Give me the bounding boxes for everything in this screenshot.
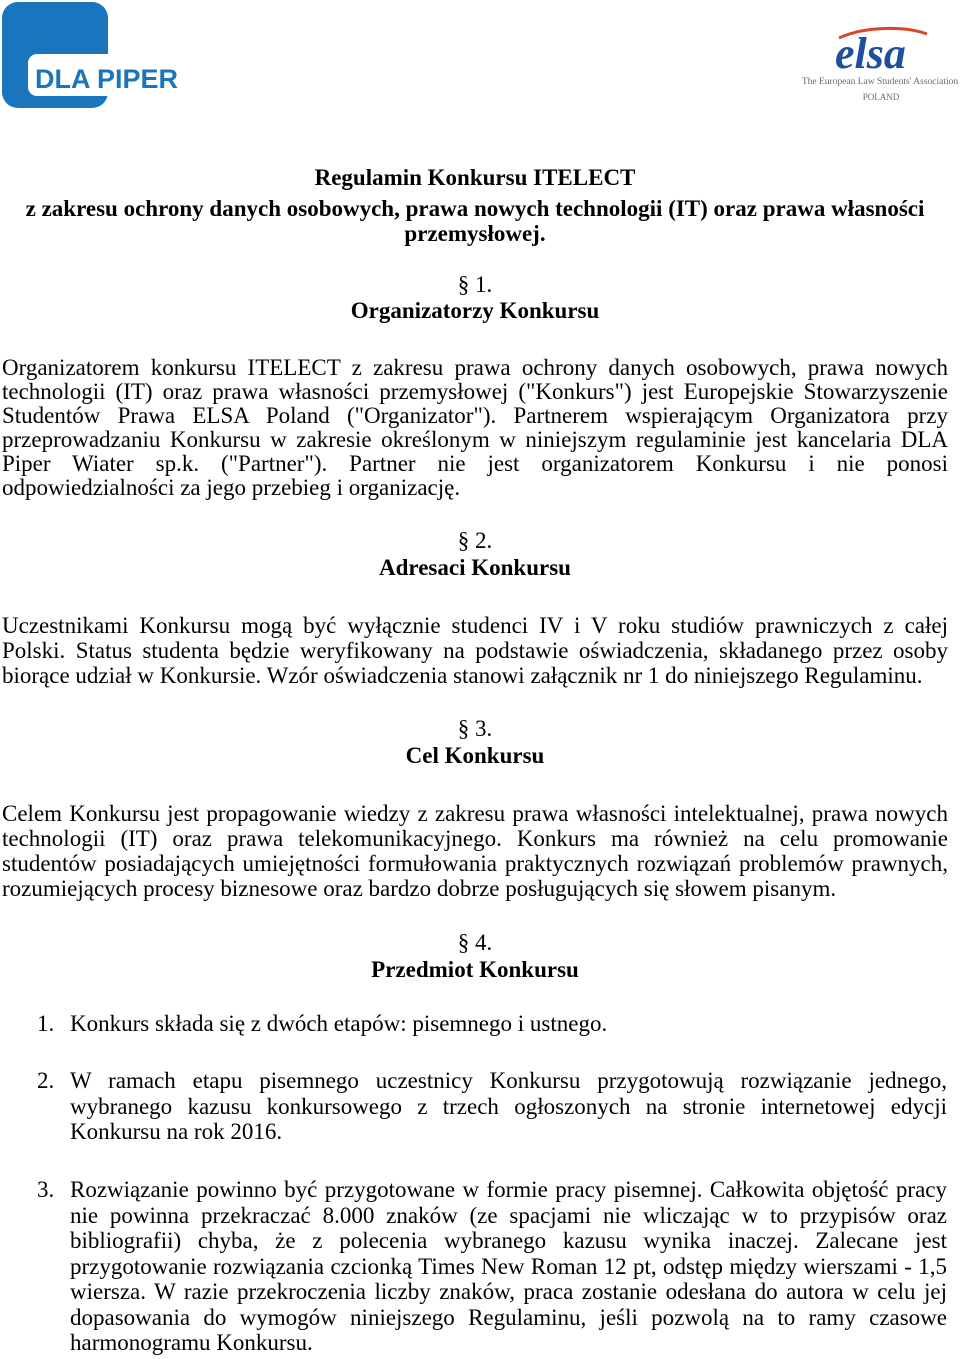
section-1-heading: Organizatorzy Konkursu	[350, 298, 600, 323]
dla-piper-logo	[0, 0, 190, 112]
elsa-tagline: The European Law Students' Association	[801, 77, 959, 87]
section-3-paragraph: Celem Konkursu jest propagowanie wiedzy z zakresu prawa własności intelektualnej, prawa nowych technologii (IT) oraz prawa telekomunikacyjnego. Konkurs ma również na celu promowanie studentów posiadających umiejętności formułowania praktycznych rozwiązań problemów prawnych, rozumiejących procesy biznesowe oraz bardzo dobrze posługujących się słowem pisanym.	[2, 801, 948, 901]
section-4-number: § 4.	[457, 930, 493, 955]
list-item-text: Rozwiązanie powinno być przygotowane w formie pracy pisemnej. Całkowita objętość pracy nie powinna przekraczać 8.000 znaków (ze spacjami nie wliczając w to przypisów oraz bibliografii) chyba, że z polecenia wybranego kazusu wynika inaczej. Zalecane jest przygotowanie rozwiązania czcionką Times New Roman 12 pt, odstęp między wierszami - 1,5 wiersza. W razie przekroczenia liczby znaków, praca zostanie odesłana do autora w celu jej dopasowania do wymogów niniejszego Regulaminu, jeśli pozwolą na to ramy czasowe harmonogramu Konkursu.	[70, 1177, 947, 1355]
section-1-number: § 1.	[457, 272, 493, 297]
section-2-number: § 2.	[457, 528, 493, 553]
elsa-wordmark: elsa	[835, 29, 906, 78]
section-3-heading: Cel Konkursu	[405, 743, 545, 768]
dla-piper-wordmark: DLA PIPER	[35, 64, 179, 94]
elsa-country: POLAND	[862, 92, 900, 102]
document-subtitle: z zakresu ochrony danych osobowych, prawa nowych technologii (IT) oraz prawa własności przemysłowej.	[25, 196, 925, 246]
section-4-heading: Przedmiot Konkursu	[371, 957, 579, 982]
list-item-number: 1.	[37, 1011, 55, 1036]
section-2-heading: Adresaci Konkursu	[379, 555, 571, 580]
list-item-text: Konkurs składa się z dwóch etapów: pisemnego i ustnego.	[70, 1011, 608, 1036]
list-item-number: 3.	[37, 1177, 55, 1202]
section-1-paragraph: Organizatorem konkursu ITELECT z zakresu prawa ochrony danych osobowych, prawa nowych technologii (IT) oraz prawa własności przemysłowej ("Konkurs") jest Europejskie Stowarzyszenie Studentów Prawa ELSA Poland ("Organizator"). Partnerem wspierającym Organizatora przy przeprowadzaniu Konkursu w zakresie określonym w niniejszym regulaminie jest kancelaria DLA Piper Wiater sp.k. ("Partner"). Partner nie jest organizatorem Konkursu i nie ponosi odpowiedzialności za jego przebieg i organizację.	[2, 355, 948, 500]
section-2-paragraph: Uczestnikami Konkursu mogą być wyłącznie studenci IV i V roku studiów prawniczych z całej Polski. Status studenta będzie weryfikowany na podstawie oświadczenia, składanego przez osoby biorące udział w Konkursie. Wzór oświadczenia stanowi załącznik nr 1 do niniejszego Regulaminu.	[2, 613, 948, 688]
section-3-number: § 3.	[457, 716, 493, 741]
list-item-number: 2.	[37, 1068, 55, 1093]
document-title: Regulamin Konkursu ITELECT	[314, 165, 636, 190]
elsa-logo	[795, 24, 960, 110]
list-item-text: W ramach etapu pisemnego uczestnicy Konkursu przygotowują rozwiązanie jednego, wybranego kazusu konkursowego z trzech ogłoszonych na stronie internetowej edycji Konkursu na rok 2016.	[70, 1068, 947, 1144]
